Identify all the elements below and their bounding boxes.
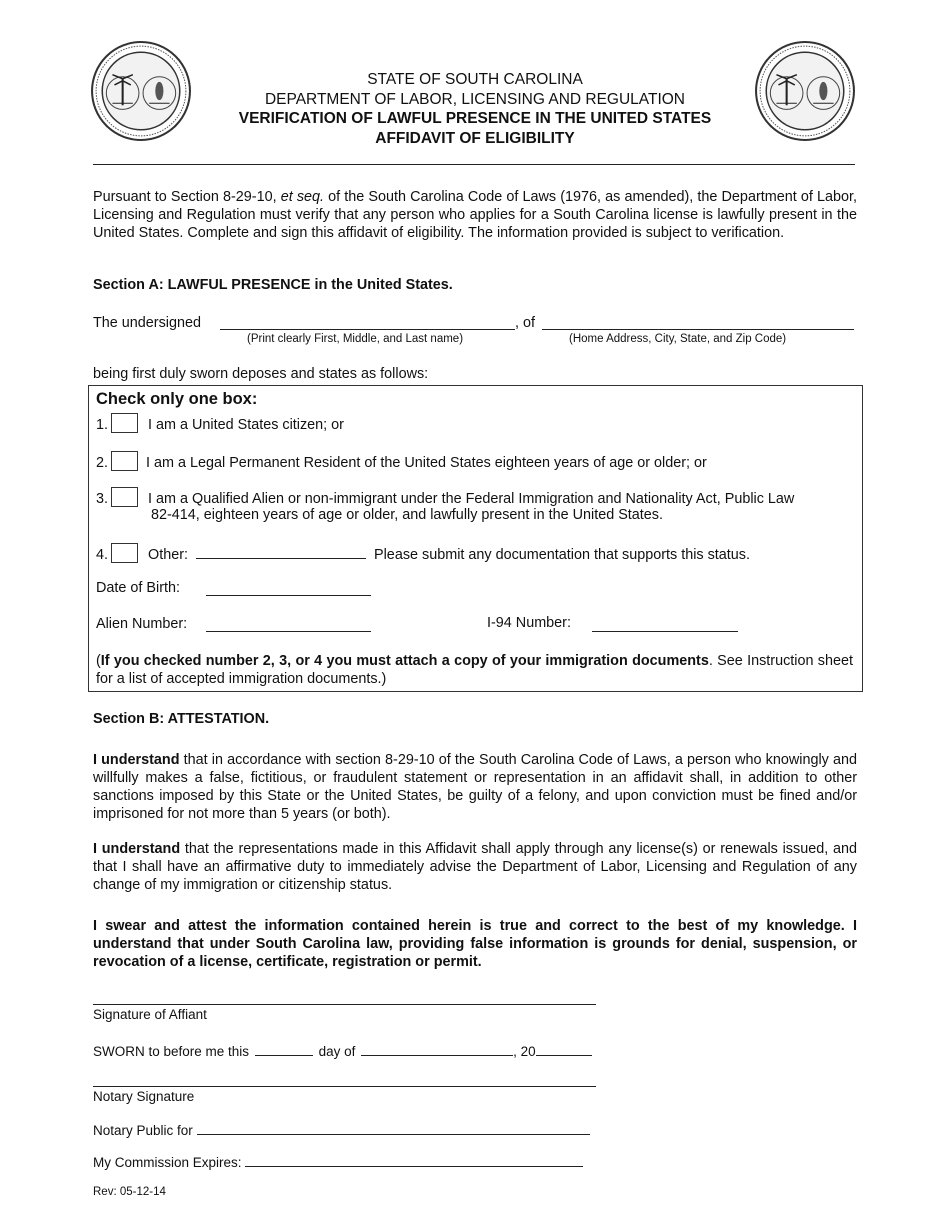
- option-4-label: Other:: [148, 547, 189, 563]
- notary-public-row: [93, 1120, 590, 1138]
- header-title: VERIFICATION OF LAWFUL PRESENCE IN THE UNITED STATES: [238, 110, 712, 127]
- state-seal-left: [90, 40, 192, 142]
- option-4-number: 4.: [96, 547, 109, 563]
- intro-paragraph: [93, 188, 857, 242]
- intro-text-2: of the South Carolina Code of Laws (1976, as amended), the Department of Labor, Licensing and Regulation must verify that any person who applies for a South Carolina license is lawfully present in the United States. Complete and sign this affidavit of eligibility. The information provided is subject to verification.: [93, 189, 857, 241]
- intro-text-1: Pursuant to Section 8-29-10,: [93, 189, 281, 205]
- alien-row: [96, 615, 187, 634]
- sworn-text: being first duly sworn deposes and states as follows:: [93, 366, 429, 382]
- of-label: , of: [515, 315, 535, 331]
- day-of-label: day of: [318, 1044, 356, 1059]
- other-field[interactable]: [196, 544, 366, 559]
- name-caption: (Print clearly First, Middle, and Last name): [247, 333, 464, 345]
- header-divider: [93, 164, 855, 165]
- check-one-title: Check only one box:: [96, 390, 258, 408]
- note-open: (: [96, 653, 101, 669]
- sworn-label: SWORN to before me this: [93, 1044, 250, 1059]
- address-caption: (Home Address, City, State, and Zip Code): [569, 333, 787, 345]
- affiant-signature-line[interactable]: [93, 1004, 596, 1005]
- sworn-year-field[interactable]: [536, 1041, 592, 1056]
- option-1-label: I am a United States citizen; or: [148, 417, 344, 433]
- state-seal-right: [754, 40, 856, 142]
- notary-public-label: Notary Public for: [93, 1123, 193, 1138]
- option-3-number: 3.: [96, 491, 109, 507]
- undersigned-label: The undersigned: [93, 315, 202, 331]
- dob-row: [96, 579, 180, 598]
- notary-signature-line[interactable]: [93, 1086, 596, 1087]
- revision-label: Rev: 05-12-14: [93, 1186, 166, 1198]
- intro-italic: et seq.: [280, 189, 325, 205]
- p2-bold: I understand: [93, 841, 181, 857]
- option-4: [96, 543, 750, 565]
- notary-signature-label: Notary Signature: [93, 1089, 195, 1104]
- option-4-checkbox[interactable]: [111, 543, 138, 563]
- option-1: [96, 413, 344, 435]
- option-3-label: I am a Qualified Alien or non-immigrant under the Federal Immigration and Nationality Act, Public Law: [148, 491, 795, 507]
- header-subtitle: AFFIDAVIT OF ELIGIBILITY: [375, 129, 575, 147]
- option-3-continued: 82-414, eighteen years of age or older, and lawfully present in the United States.: [151, 507, 663, 523]
- attestation-paragraph-2: [93, 840, 857, 894]
- alien-number-label: Alien Number:: [96, 616, 188, 632]
- section-b-title: Section B: ATTESTATION.: [93, 711, 270, 727]
- option-1-number: 1.: [96, 417, 109, 433]
- swear-statement: I swear and attest the information contained herein is true and correct to the best of my knowledge. I understand that under South Carolina law, providing false information is grounds for denial, suspension, or revocation of a license, certificate, registration or permit.: [93, 918, 857, 970]
- header-state: STATE OF SOUTH CAROLINA: [367, 71, 583, 88]
- address-field[interactable]: [542, 315, 854, 330]
- notary-public-field[interactable]: [197, 1120, 590, 1135]
- p1-bold: I understand: [93, 752, 180, 768]
- option-2-checkbox[interactable]: [111, 451, 138, 471]
- affiant-signature-label: Signature of Affiant: [93, 1007, 207, 1022]
- i94-label: I-94 Number:: [487, 615, 571, 631]
- note-rest: . See Instruction sheet for a list of accepted immigration documents.): [96, 653, 853, 687]
- option-4-instruction: Please submit any documentation that supports this status.: [374, 547, 750, 563]
- i94-number-field[interactable]: [592, 617, 738, 632]
- sworn-day-field[interactable]: [255, 1041, 313, 1056]
- option-2-label: I am a Legal Permanent Resident of the United States eighteen years of age or older; or: [146, 455, 707, 471]
- commission-row: [93, 1152, 583, 1170]
- undersigned-row: [93, 315, 201, 331]
- attestation-paragraph-1: [93, 751, 857, 823]
- header-department: DEPARTMENT OF LABOR, LICENSING AND REGULATION: [264, 90, 685, 108]
- option-1-checkbox[interactable]: [111, 413, 138, 433]
- option-3: [96, 487, 794, 509]
- document-header: [200, 70, 750, 148]
- sworn-row: [93, 1041, 592, 1059]
- name-field[interactable]: [220, 315, 515, 330]
- section-a-title: Section A: LAWFUL PRESENCE in the United States.: [93, 277, 453, 293]
- p2-text: that the representations made in this Affidavit shall apply through any license(s) or renewals issued, and that I shall have an affirmative duty to immediately advise the Department of Labor, Licensing and Regulation of any change of my immigration or citizenship status.: [93, 841, 857, 893]
- commission-field[interactable]: [245, 1152, 583, 1167]
- year-label: , 20: [513, 1044, 536, 1059]
- option-2: [96, 451, 707, 473]
- sworn-month-field[interactable]: [361, 1041, 513, 1056]
- dob-label: Date of Birth:: [96, 580, 180, 596]
- commission-label: My Commission Expires:: [93, 1155, 242, 1170]
- option-2-number: 2.: [96, 455, 109, 471]
- dob-field[interactable]: [206, 581, 371, 596]
- note-bold: If you checked number 2, 3, or 4 you must attach a copy of your immigration documents: [100, 653, 709, 669]
- p1-text: that in accordance with section 8-29-10 of the South Carolina Code of Laws, a person who knowingly and willfully makes a false, fictitious, or fraudulent statement or representation in an affidavit shall, in addition to other sanctions imposed by this State or the United States, be guilty of a felony, and upon conviction must be fined and/or imprisoned for not more than 5 years (or both).: [93, 752, 857, 822]
- option-3-checkbox[interactable]: [111, 487, 138, 507]
- immigration-note: [96, 652, 853, 688]
- alien-number-field[interactable]: [206, 617, 371, 632]
